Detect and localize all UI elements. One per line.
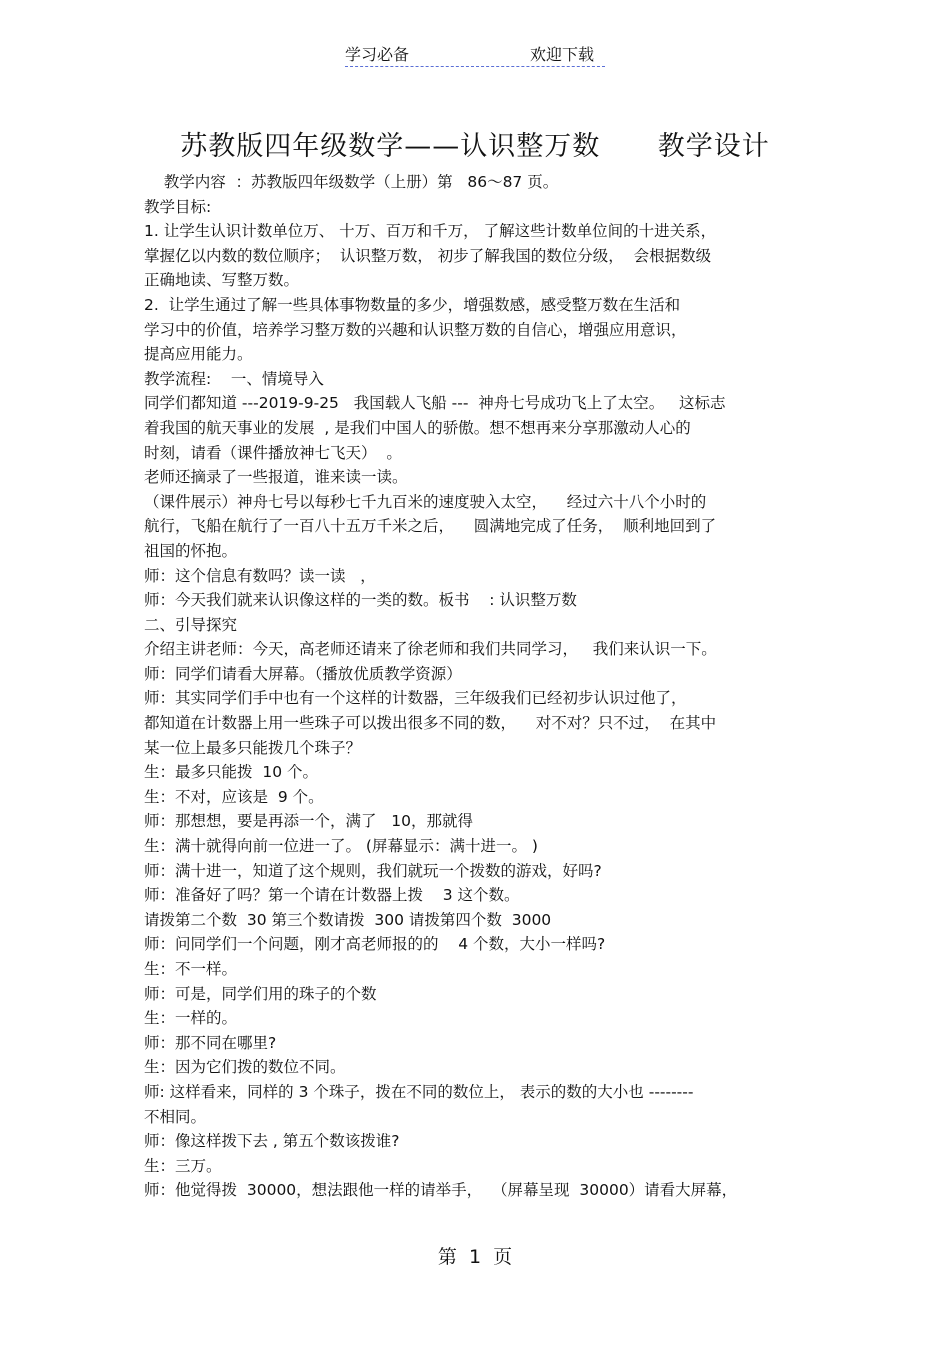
body-line: （课件展示）神舟七号以每秒七千九百米的速度驶入太空， 经过六十八个小时的 [144,492,707,511]
body-line: 生：因为它们拨的数位不同。 [144,1058,346,1077]
body-line: 时刻，请看（课件播放神七飞天） 。 [144,443,402,462]
body-line: 师：其实同学们手中也有一个这样的计数器，三年级我们已经初步认识过他了， [144,689,687,708]
body-line: 正确地读、写整万数。 [144,271,300,290]
body-line: 1. 让学生认识计数单位万、 十万、百万和千万， 了解这些计数单位间的十进关系， [144,222,717,241]
body-line: 介绍主讲老师：今天，高老师还请来了徐老师和我们共同学习， 我们来认识一下。 [144,640,717,659]
header-left-text: 学习必备 [345,45,410,64]
body-line: 教学内容 ：苏教版四年级数学（上册）第 86～87 页。 [144,173,559,191]
body-line: 师：今天我们就来认识像这样的一类的数。板书 : 认识整万数 [144,591,577,610]
body-line: 师：满十进一，知道了这个规则，我们就玩一个拨数的游戏，好吗? [144,861,602,880]
document-title: 苏教版四年级数学——认识整万数 教学设计 [180,131,770,162]
body-line: 师：问同学们一个问题，刚才高老师报的的 4 个数，大小一样吗? [144,935,606,954]
document-body [144,170,814,1203]
body-line: 师：像这样拨下去 , 第五个数该拨谁? [144,1132,400,1151]
header-right-text: 欢迎下载 [530,45,595,64]
body-line: 教学目标: [144,197,212,216]
body-line: 生：一样的。 [144,1009,238,1028]
body-line: 都知道在计数器上用一些珠子可以拨出很多不同的数， 对不对？只不过， 在其中 [144,714,717,733]
body-line: 提高应用能力。 [144,345,253,364]
body-line: 生：三万。 [144,1156,222,1175]
body-line: 请拨第二个数 30 第三个数请拨 300 请拨第四个数 3000 [144,910,552,929]
body-line: 不相同。 [144,1107,207,1126]
body-line: 生：不一样。 [144,960,238,978]
body-line: 师：这个信息有数吗？读一读 ， [144,566,376,585]
body-line: 生：满十就得向前一位进一了。 (屏幕显示：满十进一。 ) [144,837,538,856]
body-line: 2. 让学生通过了解一些具体事物数量的多少，增强数感，感受整万数在生活和 [144,295,681,314]
body-line: 某一位上最多只能拨几个珠子？ [144,738,362,757]
body-line: 师：同学们请看大屏幕。（播放优质教学资源） [144,664,462,683]
page-header [345,40,605,67]
body-line: 教学流程: 一、情境导入 [144,369,324,388]
page-number: 第 1 页 [437,1246,513,1268]
body-line: 师：准备好了吗？第一个请在计数器上拨 3 这个数。 [144,886,520,905]
body-line: 师：那不同在哪里? [144,1033,277,1052]
body-line: 生：最多只能拨 10 个。 [144,763,319,782]
body-line: 师：那想想，要是再添一个，满了 10，那就得 [144,812,474,831]
body-line: 二、引导探究 [144,615,238,634]
body-line: 同学们都知道 ---2019-9-25 我国载人飞船 --- 神舟七号成功飞上了太空。 这标志 [144,394,726,413]
body-line: 着我国的航天事业的发展 , 是我们中国人的骄傲。想不想再来分享那激动人心的 [144,418,691,437]
body-line: 生：不对，应该是 9 个。 [144,787,324,806]
body-line: 师：他觉得拨 30000，想法跟他一样的请举手， （屏幕呈现 30000）请看大屏幕， [144,1181,738,1200]
body-line: 老师还摘录了一些报道，谁来读一读。 [144,468,408,487]
body-line: 航行，飞船在航行了一百八十五万千米之后， 圆满地完成了任务， 顺利地回到了 [144,517,717,536]
body-line: 师：可是，同学们用的珠子的个数 [144,984,377,1003]
body-line: 师: 这样看来，同样的 3 个珠子，拨在不同的数位上， 表示的数的大小也 -------- [144,1082,694,1101]
body-line: 掌握亿以内数的数位顺序； 认识整万数， 初步了解我国的数位分级， 会根据数级 [144,246,712,265]
body-line: 祖国的怀抱。 [144,541,238,560]
body-line: 学习中的价值，培养学习整万数的兴趣和认识整万数的自信心，增强应用意识， [144,320,687,339]
